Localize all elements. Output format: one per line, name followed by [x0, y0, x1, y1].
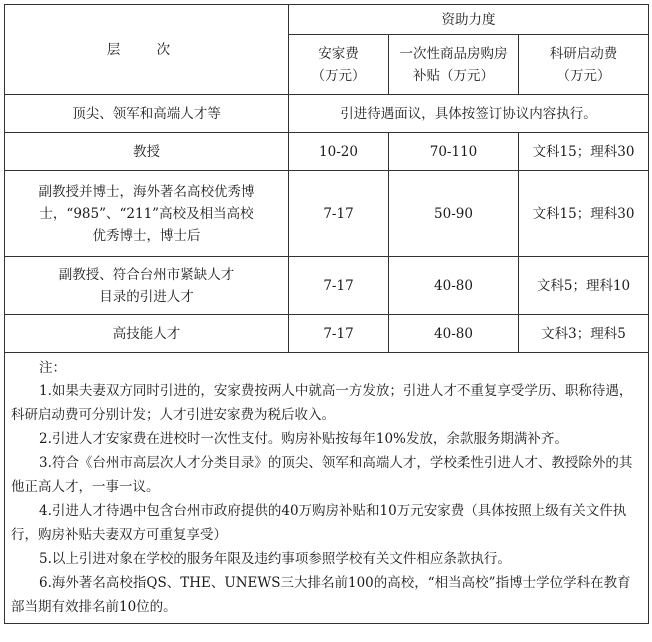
row-level-line: 目录的引进人才 [99, 288, 194, 305]
funding-table [4, 4, 649, 624]
row-level [5, 171, 289, 257]
row-level-line: 士，“985”、“211”高校及相当高校 [39, 205, 254, 222]
row-level: 教授 [5, 133, 289, 171]
row-research: 文科15；理科30 [519, 171, 649, 257]
note-item: 2.引进人才安家费在进校时一次性支付。购房补贴按每年10%发放，余款服务期满补齐。 [39, 431, 568, 447]
header-settle-unit: （万元） [311, 67, 366, 84]
row-housing: 50-90 [389, 171, 519, 257]
header-level-text: 层 次 [106, 41, 187, 58]
table-row [5, 257, 649, 315]
header-settle [289, 35, 389, 95]
notes-row [5, 353, 649, 624]
header-housing-label: 一次性商品房购房 [399, 45, 508, 62]
header-research-unit: （万元） [556, 67, 611, 84]
table-row [5, 315, 649, 353]
header-housing [389, 35, 519, 95]
table-row [5, 133, 649, 171]
row-level-line: 副教授、符合台州市紧缺人才 [58, 266, 235, 283]
table-row [5, 95, 649, 133]
row-settle: 10-20 [289, 133, 389, 171]
row-merged: 引进待遇面议，具体按签订协议内容执行。 [289, 95, 649, 133]
header-level [5, 5, 289, 95]
notes-cell [5, 353, 649, 624]
row-housing: 40-80 [389, 315, 519, 353]
row-housing: 70-110 [389, 133, 519, 171]
note-item: 3.符合《台州市高层次人才分类目录》的顶尖、领军和高端人才，学校柔性引进人才、教授除外的其他正高人才，一事一议。 [11, 455, 633, 495]
header-research-label: 科研启动费 [549, 45, 618, 62]
row-settle: 7-17 [289, 315, 389, 353]
row-settle: 7-17 [289, 171, 389, 257]
header-settle-label: 安家费 [318, 45, 359, 62]
row-level [5, 257, 289, 315]
note-item: 1.如果夫妻双方同时引进的，安家费按两人中就高一方发放；引进人才不重复享受学历、职称待遇，科研启动费可分别计发；人才引进安家费为税后收入。 [11, 383, 633, 423]
row-level-line: 副教授并博士，海外著名高校优秀博 [38, 183, 255, 200]
row-housing: 40-80 [389, 257, 519, 315]
notes-title: 注： [39, 360, 66, 376]
header-funding-group: 资助力度 [289, 5, 649, 35]
row-research: 文科5；理科10 [519, 257, 649, 315]
header-research [519, 35, 649, 95]
row-level-line: 优秀博士，博士后 [92, 227, 201, 244]
row-settle: 7-17 [289, 257, 389, 315]
header-housing-unit: 补贴（万元） [413, 67, 494, 84]
note-item: 4.引进人才待遇中包含台州市政府提供的40万购房补贴和10万元安家费（具体按照上级有关文件执行，购房补贴夫妻双方可重复享受） [11, 503, 627, 543]
row-research: 文科15；理科30 [519, 133, 649, 171]
table-row [5, 171, 649, 257]
note-item: 5.以上引进对象在学校的服务年限及违约事项参照学校有关文件相应条款执行。 [39, 551, 511, 567]
row-research: 文科3；理科5 [519, 315, 649, 353]
row-level: 高技能人才 [5, 315, 289, 353]
row-level: 顶尖、领军和高端人才等 [5, 95, 289, 133]
note-item: 6.海外著名高校指QS、THE、UNEWS三大排名前100的高校，“相当高校”指博士学位学科在教育部当期有效排名前10位的。 [11, 575, 631, 615]
